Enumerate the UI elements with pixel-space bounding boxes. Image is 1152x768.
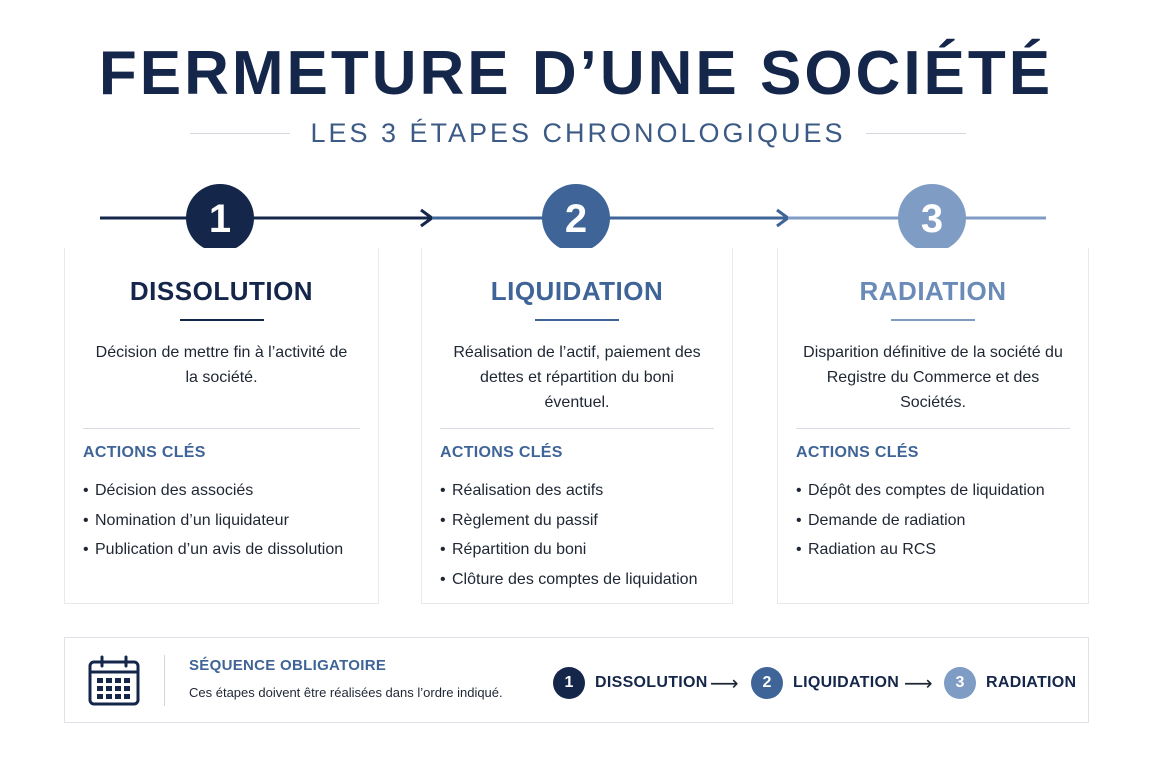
step-description: Décision de mettre fin à l’activité de la société. — [95, 344, 348, 386]
step-title: RADIATION — [859, 276, 1007, 306]
page-subtitle: LES 3 ÉTAPES CHRONOLOGIQUES — [310, 117, 846, 148]
sequence-note: Ces étapes doivent être réalisées dans l’ordre indiqué. — [189, 685, 503, 700]
step-description: Disparition définitive de la société du Registre du Commerce et des Sociétés. — [803, 344, 1063, 411]
list-item: • Clôture des comptes de liquidation — [440, 570, 698, 588]
step-description: Réalisation de l’actif, paiement des dettes et répartition du boni éventuel. — [453, 344, 701, 411]
sequence-label: DISSOLUTION — [595, 674, 708, 691]
sequence-divider — [164, 655, 165, 706]
sequence-heading: SÉQUENCE OBLIGATOIRE — [189, 657, 387, 674]
actions-list — [83, 476, 343, 565]
sequence-step-1 — [553, 667, 708, 699]
step-card-liquidation — [421, 248, 733, 604]
list-item: • Décision des associés — [83, 482, 254, 499]
card-divider — [83, 428, 360, 429]
card-divider — [796, 428, 1070, 429]
sequence-step-2 — [751, 667, 899, 699]
arrow-right-icon: ⟶ — [904, 671, 933, 695]
subtitle-rule-right — [866, 133, 966, 134]
step-number-3: 3 — [920, 197, 944, 241]
step-number-1: 1 — [208, 197, 232, 241]
arrow-right-icon: ⟶ — [710, 671, 739, 695]
actions-heading: ACTIONS CLÉS — [796, 444, 919, 461]
step-number-2: 2 — [564, 197, 588, 241]
page-title: FERMETURE D’UNE SOCIÉTÉ — [98, 39, 1054, 108]
sequence-label: RADIATION — [986, 674, 1077, 691]
subtitle-rule-left — [190, 133, 290, 134]
list-item: • Réalisation des actifs — [440, 482, 604, 499]
sequence-number: 1 — [553, 667, 585, 699]
subtitle-row — [190, 116, 966, 150]
actions-heading: ACTIONS CLÉS — [83, 444, 206, 461]
step-card-dissolution — [64, 248, 379, 604]
list-item: • Dépôt des comptes de liquidation — [796, 482, 1045, 499]
list-item: • Radiation au RCS — [796, 541, 937, 558]
title-underline — [891, 319, 975, 321]
actions-list — [440, 476, 697, 594]
step-badge-3 — [898, 184, 966, 252]
list-item: • Publication d’un avis de dissolution — [83, 541, 344, 558]
actions-list — [796, 476, 1045, 565]
list-item: • Règlement du passif — [440, 511, 598, 529]
sequence-step-3 — [944, 667, 1076, 699]
list-item: • Demande de radiation — [796, 511, 966, 529]
step-card-radiation — [777, 248, 1089, 604]
step-title: LIQUIDATION — [490, 276, 664, 306]
sequence-number: 3 — [944, 667, 976, 699]
step-badge-1 — [186, 184, 254, 252]
title-underline — [180, 319, 264, 321]
sequence-label: LIQUIDATION — [793, 674, 900, 691]
list-item: • Nomination d’un liquidateur — [83, 511, 289, 529]
calendar-icon — [87, 655, 141, 707]
sequence-panel — [64, 637, 1089, 723]
actions-heading: ACTIONS CLÉS — [440, 444, 563, 461]
step-title: DISSOLUTION — [129, 276, 314, 306]
list-item: • Répartition du boni — [440, 541, 587, 558]
step-badge-2 — [542, 184, 610, 252]
title-underline — [535, 319, 619, 321]
card-divider — [440, 428, 714, 429]
sequence-number: 2 — [751, 667, 783, 699]
